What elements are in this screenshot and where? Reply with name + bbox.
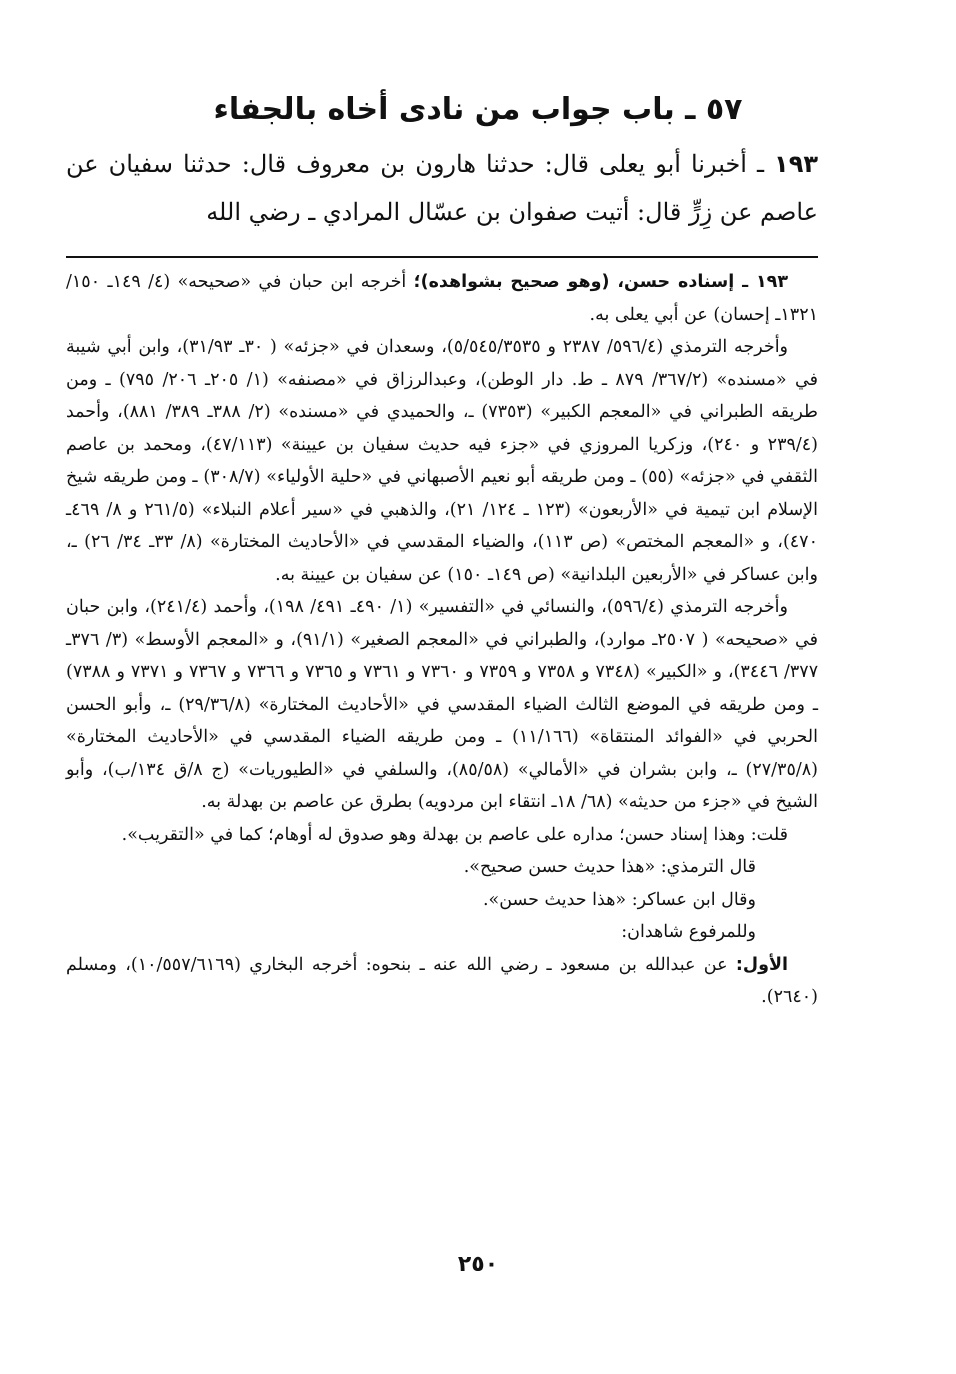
footnotes-section [66,266,818,1014]
footnote-paragraph-8-text: عن عبدالله بن مسعود ـ رضي الله عنه ـ بنحوه: أخرجه البخاري (١٠/٥٥٧/٦١٦٩)، ومسلم (٢٦٤٠). [66,954,818,1007]
hadith-number: ١٩٣ [774,150,818,178]
footnote-ref-number: ١٩٣ [755,272,789,292]
footnote-paragraph-1-text: أخرجه ابن حبان في «صحيحه» (٤/ ١٤٩ـ ١٥٠/ ١٣٢١ـ إحسان) عن أبي يعلى به. [66,272,818,325]
footnote-paragraph-6: وقال ابن عساكر: «هذا حديث حسن». [482,889,756,910]
hadith-text-block [66,140,818,236]
witness-label: الأول: [735,954,788,975]
page-number: ٢٥٠ [457,1252,499,1277]
chapter-title: ٥٧ ـ باب جواب من نادى أخاه بالجفاء [213,92,743,127]
footnote-paragraph-4: قلت: وهذا إسناد حسن؛ مداره على عاصم بن بهدلة وهو صدوق له أوهام؛ كما في «التقريب». [121,824,788,845]
footnote-paragraph-8 [66,949,818,1014]
footnote-grading: ـ إسناده حسن، (وهو صحيح بشواهده)؛ [413,272,756,292]
footnote-paragraph-3: وأخرجه الترمذي (٥٩٦/٤)، والنسائي في «التفسير» (١/ ٤٩٠ـ ٤٩١/ ١٩٨)، وأحمد (٢٤١/٤)، وابن حبان في «صحيحه» ( ٢٥٠٧ـ موارد)، والطبراني في «المعجم الصغير» (٩١/١)، و «المعجم الأوسط» (٣/ ٣٧٦ـ ٣٧٧/ ٣٤٤٦)، و «الكبير» (٧٣٤٨ و ٧٣٥٨ و ٧٣٥٩ و ٧٣٦٠ و ٧٣٦١ و ٧٣٦٥ و ٧٣٦٦ و ٧٣٦٧ و ٧٣٧١ و ٧٣٨٨) ـ ومن طريقه في الموضع الثالث الضياء المقدسي في «الأحاديث المختارة» (٢٩/٣٦/٨) ـ، وأبو الحسن الحربي في «الفوائد المنتقاة» (١١/١٦٦) ـ ومن طريقه الضياء المقدسي في «الأحاديث المختارة» (٢٧/٣٥/٨) ـ، وابن بشران في «الأمالي» (٨٥/٥٨)، والسلفي في «الطيوريات» (ج ٨/ق ١٣٤/ب)، وأبو الشيخ في «جزء من حديثه» (٦٨/ ١٨ـ انتقاء ابن مردويه) بطرق عن عاصم بن بهدلة به. [66,597,819,812]
footnote-divider [66,256,818,258]
hadith-text: ـ أخبرنا أبو يعلى قال: حدثنا هارون بن معروف قال: حدثنا سفيان عن عاصم عن زِرٍّ قال: أتيت صفوان بن عسّال المرادي ـ رضي الله [66,150,818,226]
footnote-paragraph-5: قال الترمذي: «هذا حديث حسن صحيح». [463,857,756,877]
footnote-paragraph-2: وأخرجه الترمذي (٥٩٦/٤/ ٢٣٨٧ و ٥/٥٤٥/٣٥٣٥)، وسعدان في «جزئه» ( ٣٠ـ ٣١/٩٣)، وابن أبي شيبة في «مسنده» (٣٦٧/٢/ ٨٧٩ ـ ط. دار الوطن)، وعبدالرزاق في «مصنفه» (١/ ٢٠٥ـ ٢٠٦/ ٧٩٥) ـ ومن طريقه الطبراني في «المعجم الكبير» (٧٣٥٣) ـ، والحميدي في «مسنده» (٢/ ٣٨٨ـ ٣٨٩/ ٨٨١)، وأحمد (٢٣٩/٤ و ٢٤٠)، وزكريا المروزي في «جزء فيه حديث سفيان بن عيينة» (٤٧/١١٣)، ومحمد بن عاصم الثقفي في «جزئه» (٥٥) ـ ومن طريقه أبو نعيم الأصبهاني في «حلية الأولياء» (٣٠٨/٧) ـ ومن طريقه شيخ الإسلام ابن تيمية في «الأربعون» (١٢٣ ـ ١٢٤/ ٢١)، والذهبي في «سير أعلام النبلاء» (٢٦١/٥ و ٨/ ٤٦٩ـ ٤٧٠)، و «المعجم المختص» (ص ١١٣)، والضياء المقدسي في «الأحاديث المختارة» (٨/ ٣٣ـ ٣٤/ ٢٦) ـ، وابن عساكر في «الأربعين البلدانية» (ص ١٤٩ـ ١٥٠) عن سفيان بن عيينة به. [66,337,818,585]
footnote-paragraph-7: وللمرفوع شاهدان: [621,922,756,942]
footnote-paragraph-1 [66,266,818,331]
